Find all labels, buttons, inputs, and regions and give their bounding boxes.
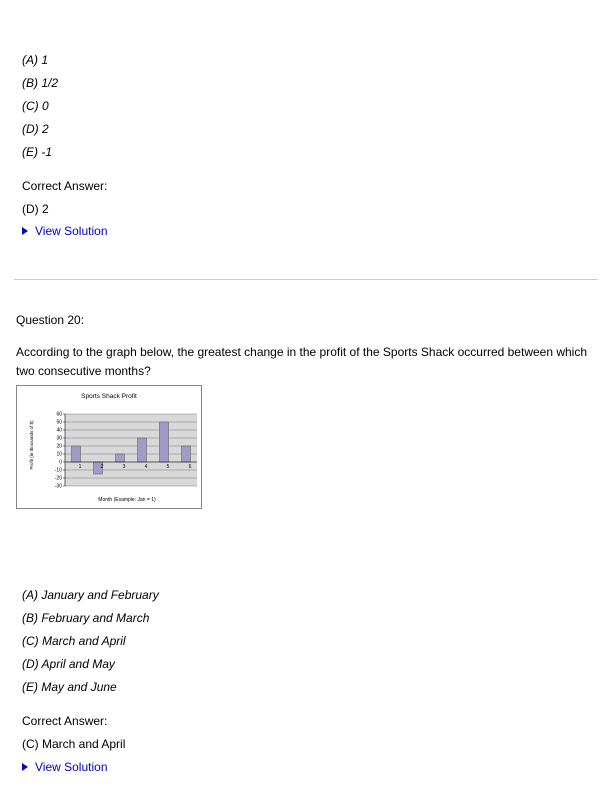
x-tick-label: 2 bbox=[100, 464, 104, 470]
y-tick-label: 0 bbox=[59, 459, 62, 466]
prev-view-solution-label: View Solution bbox=[35, 224, 108, 238]
view-solution-label: View Solution bbox=[35, 760, 108, 774]
chart-container bbox=[16, 385, 202, 509]
y-tick-label: 50 bbox=[56, 419, 62, 426]
prev-view-solution-link[interactable] bbox=[22, 224, 108, 238]
sports-shack-profit-chart bbox=[17, 386, 201, 508]
prev-option-c: (C) 0 bbox=[22, 99, 49, 113]
option-a: (A) January and February bbox=[22, 588, 159, 602]
prev-option-e: (E) -1 bbox=[22, 145, 52, 159]
prev-option-d: (D) 2 bbox=[22, 122, 49, 136]
x-tick-label: 4 bbox=[144, 464, 148, 470]
bar bbox=[182, 446, 191, 462]
y-tick-label: 10 bbox=[56, 451, 62, 458]
correct-answer: (C) March and April bbox=[22, 737, 126, 751]
chart-x-axis-label: Month (Example: Jan = 1) bbox=[98, 497, 156, 503]
bar bbox=[116, 454, 125, 462]
x-tick-label: 3 bbox=[122, 464, 126, 470]
y-tick-label: 20 bbox=[56, 443, 62, 450]
x-tick-label: 6 bbox=[188, 464, 192, 470]
bar bbox=[72, 446, 81, 462]
chart-title: Sports Shack Profit bbox=[81, 393, 137, 400]
option-b: (B) February and March bbox=[22, 611, 150, 625]
prev-correct-answer-label: Correct Answer: bbox=[22, 179, 108, 193]
bar bbox=[160, 422, 169, 462]
chart-y-axis-label: Profit (in thousands of $) bbox=[29, 420, 34, 470]
prev-correct-answer: (D) 2 bbox=[22, 202, 49, 216]
option-e: (E) May and June bbox=[22, 680, 117, 694]
correct-answer-label: Correct Answer: bbox=[22, 714, 108, 728]
y-tick-label: -10 bbox=[54, 467, 62, 474]
y-tick-label: 30 bbox=[56, 435, 62, 442]
y-tick-label: 60 bbox=[56, 411, 62, 418]
view-solution-link[interactable] bbox=[22, 760, 108, 774]
plot-area bbox=[65, 414, 197, 486]
section-divider bbox=[14, 279, 598, 280]
option-c: (C) March and April bbox=[22, 634, 126, 648]
triangle-right-icon bbox=[22, 227, 28, 235]
question-text: According to the graph below, the greatest change in the profit of the Sports Shack occurred between which two consecutive months? bbox=[16, 345, 588, 378]
y-tick-label: -30 bbox=[54, 483, 62, 490]
x-tick-label: 1 bbox=[78, 464, 82, 470]
prev-option-b: (B) 1/2 bbox=[22, 76, 59, 90]
y-tick-label: -20 bbox=[54, 475, 62, 482]
bar bbox=[138, 438, 147, 462]
option-d: (D) April and May bbox=[22, 657, 115, 671]
prev-option-a: (A) 1 bbox=[22, 53, 49, 67]
x-tick-label: 5 bbox=[166, 464, 170, 470]
y-tick-label: 40 bbox=[56, 427, 62, 434]
question-title: Question 20: bbox=[16, 313, 85, 327]
triangle-right-icon bbox=[22, 763, 28, 771]
